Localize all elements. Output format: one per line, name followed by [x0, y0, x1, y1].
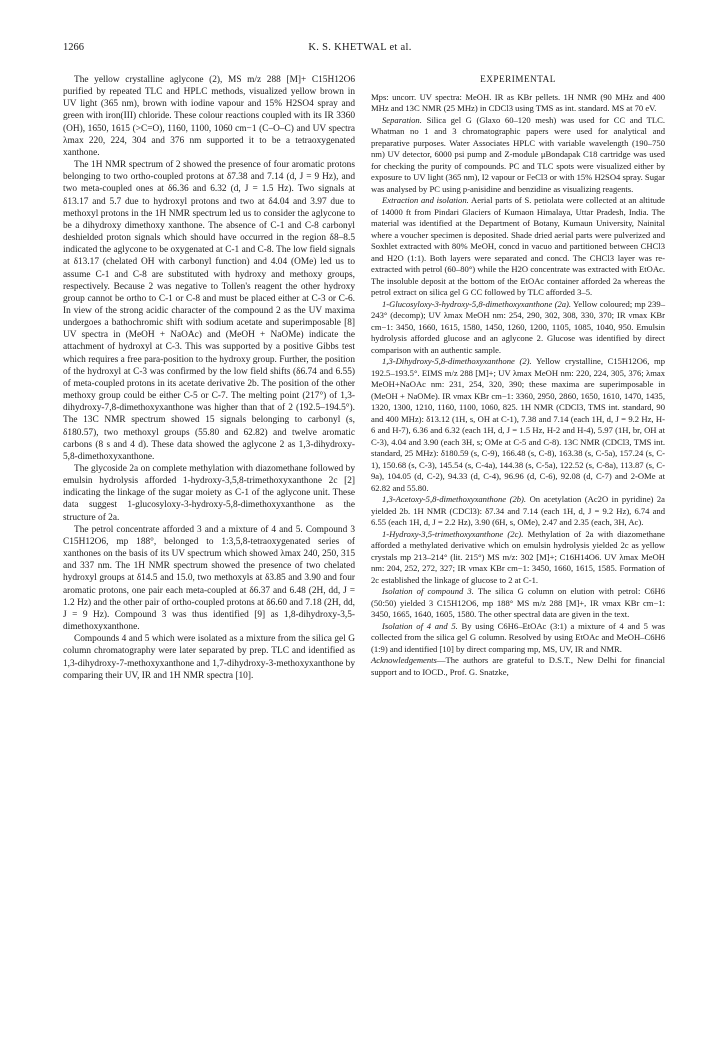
- paragraph-compound-2b: 1,3-Acetoxy-5,8-dimethoxyxanthone (2b). On acetylation (Ac2O in pyridine) 2a yielded 2b. 1H NMR (CDCl3): δ7.34 and 7.14 (each 1H, d, J = 9.2 Hz), 6.74 and 6.55 (each 1H, d, J = 2.2 Hz), 3.90 (6H, s, OMe), 2.47 and 2.35 (each, 3H, Ac).: [371, 494, 665, 527]
- paragraph-compound-3: The petrol concentrate afforded 3 and a mixture of 4 and 5. Compound 3 C15H12O6, mp 188°, belonged to 1:3,5,8-tetraoxygenated series of xanthones on the basis of its UV spectrum which showed λmax 240, 250, 315 and 337 nm. The 1H NMR spectrum showed the presence of two chelated hydroxyl groups at δ14.5 and 15.0, two methoxyls at δ3.85 and 3.90 and four aromatic protons, one pair each meta-coupled at δ6.37 and 6.48 (2H, dd, J = 1.2 Hz) and the other pair of ortho-coupled protons at δ6.60 and 7.18 (2H, dd, J = 9 Hz). Compound 3 was thus identified [9] as 1,8-dihydroxy-3,5-dimethoxyxanthone.: [63, 524, 355, 633]
- paragraph-compound-2c: 1-Hydroxy-3,5-trimethoxyxanthone (2c). Methylation of 2a with diazomethane afforded a methylated derivative which on emulsin hydrolysis yielded 2c as yellow crystals mp 213–214° (lit. 215°) MS m/z: 302 [M]+; C16H14O6. UV λmax MeOH nm: 204, 252, 272, 327; IR νmax KBr cm−1: 3450, 1660, 1615, 1585. Formation of 2c established the linkage of glucose to 2 at C-1.: [371, 528, 665, 585]
- paragraph-acknowledgements: Acknowledgements—The authors are grateful to D.S.T., New Delhi for financial support and to IOCD., Prof. G. Snatzke,: [371, 655, 665, 677]
- paragraph-glycoside: The glycoside 2a on complete methylation with diazomethane followed by emulsin hydrolysis afforded 1-hydroxy-3,5,8-trimethoxyxanthone 2c [2] indicating the linkage of the sugar moiety as C-1 of the aglycone unit. These data suggest 1-glucosyloxy-3-hydroxy-5,8-dimethoxyxanthone as the structure of 2a.: [63, 464, 355, 523]
- paragraph-compounds-4-5: Compounds 4 and 5 which were isolated as a mixture from the silica gel G column chromatography were later separated by prep. TLC and identified as 1,3-dihydroxy-7-methoxyxanthone and 1,7-dihydroxy-3-methoxyxanthone by comparing their UV, IR and 1H NMR spectra [10].: [63, 634, 355, 681]
- page-header: [63, 42, 657, 56]
- paragraph-separation: Separation. Silica gel G (Glaxo 60–120 mesh) was used for CC and TLC. Whatman no 1 and 3 chromatographic papers were used for analytical and preparative purposes. Water Associates HPLC with variable wavelength (190–750 nm) UV detector, 6000 psi pump and Z-module μBondapak C18 cartridge was used for checking the purity of compounds. PC and TLC spots were visualized either by exposure to UV light (365 nm), I2 vapour or FeCl3 or with 15% H2SO4 spray. Sugar was analysed by PC using p-anisidine and benzidine as visualizing reagents.: [371, 114, 665, 194]
- running-title: K. S. KHETWAL et al.: [308, 42, 412, 53]
- right-column: [371, 74, 665, 678]
- paragraph-compound-2: 1,3-Dihydroxy-5,8-dimethoxyxanthone (2). Yellow crystalline, C15H12O6, mp 192.5–193.5°. EIMS m/z 288 [M]+; UV λmax MeOH nm: 220, 224, 305, 376; λmax MeOH+NaOAc nm: 231, 254, 320, 390; these maxima are superimposable in (MeOH + NaOMe). IR νmax KBr cm−1: 3360, 2950, 2860, 1650, 1610, 1470, 1435, 1320, 1300, 1210, 1160, 1100, 1060, 825. 1H NMR (CDCl3, TMS int. standard, 90 and 400 MHz): δ13.12 (1H, s, OH at C-1), 7.38 and 7.14 (each 1H, d, J = 9.2 Hz, H-6 and H-7), 6.36 and 6.32 (each 1H, d, J = 1.5 Hz, H-2 and H-4), 5.97 (1H, br, OH at C-3), 4.04 and 3.90 (each 3H, s; OMe at C-5 and C-8). 13C NMR (CDCl3, TMS int. standard, 25 MHz): δ180.59 (s, C-9), 166.48 (s, C-8), 163.38 (s, C-5a), 157.24 (s, C-1), 150.68 (s, C-3), 145.54 (s, C-4a), 144.38 (s, C-5a), 122.52 (s, C-8a), 113.87 (s, C-9a), 104.05 (d, C-2), 94.33 (d, C-4), 96.96 (d, C-6), 92.08 (d, C-7) and 2-OMe at 62.82 and 55.80.: [371, 356, 665, 493]
- paragraph-compound-2a: 1-Glucosyloxy-3-hydroxy-5,8-dimethoxyxanthone (2a). Yellow coloured; mp 239–243° (decomp); UV λmax MeOH nm: 254, 290, 302, 308, 330, 370; IR νmax KBr cm−1: 3450, 1660, 1615, 1580, 1450, 1260, 1200, 1105, 1085, 1040, 950. Emulsin hydrolysis afforded glucose and an aglycone 2. Glucose was identified by direct comparison with an authentic sample.: [371, 298, 665, 355]
- paragraph-aglycone: The yellow crystalline aglycone (2), MS m/z 288 [M]+ C15H12O6 purified by repeated TLC and HPLC methods, visualized yellow brown in UV light (365 nm), brown with iodine vapour and 15% H2SO4 spray and green with iron(III) chloride. These colour reactions coupled with its IR 3360 (OH), 1650, 1615 (>C=O), 1160, 1100, 1060 cm−1 (C–O–C) and UV spectra λmax 220, 224, 304 and 376 nm supported it to be a tetraoxygenated xanthone.: [63, 75, 355, 158]
- paragraph-nmr-analysis: The 1H NMR spectrum of 2 showed the presence of four aromatic protons belonging to two ortho-coupled protons at δ7.38 and 7.14 (d, J = 9 Hz), and two meta-coupled ones at δ6.36 and 6.32 (d, J = 1.5 Hz). Two signals at δ13.17 and 5.7 due to hydroxyl protons and two at δ4.04 and 3.97 due to methoxyl protons in the 1H NMR spectrum led us to consider the aglycone to be a dihydroxy dimethoxy xanthone. The absence of C-1 and C-8 carbonyl deshielded proton signals which should have occurred in the region δ8–8.5 indicated the aglycone to be oxygenated at C-1 and C-8. The low field signals at δ13.17 (chelated OH with carbonyl function) and 4.04 (OMe) led us to assume C-1 and C-8 are substituted with hydroxy and methoxy groups, respectively. Because 2 was negative to Tollen's reagent the other hydroxy group cannot be ortho to C-1 or C-8 and must be placed either at C-3 or C-6. In view of the strong acidic character of the compound 2 as the UV maxima undergoes a bathochromic shift with sodium acetate and superimposable [8] UV spectra in (MeOH + NaOAc) and (MeOH + NaOMe) indicate the attachment of hydroxyl at C-3. This was supported by a positive Gibbs test which requires a free para-position to the hydroxy group. Further, the position of the hydroxyl at C-3 was confirmed by the low field shifts (δ6.74 and 6.55) of meta-coupled protons in its acetate derivative 2b. The position of the other methoxy group could be either C-5 or C-7. The melting point (217°) of 1,3-dihydroxy-7,8-dimethoxyxanthone was higher than that of 2 (192.5–194.5°). The 13C NMR spectrum showed 15 signals belonging to carbonyl (s, δ180.57), two methoxyl groups (55.80 and 62.82) and twelve aromatic carbons (8 s and 4 d). These data showed the aglycone 2 as 1,3-dihydroxy-5,8-dimethoxyxanthone.: [63, 160, 355, 462]
- left-column: [63, 74, 355, 682]
- paragraph-isolation-4-5: Isolation of 4 and 5. By using C6H6–EtOAc (3:1) a mixture of 4 and 5 was collected from the silica gel G column. Resolved by using EtOAc and MeOH–C6H6 (1:9) and identified [10] by direct comparing mp, MS, UV, IR and NMR.: [371, 620, 665, 654]
- section-title-experimental: EXPERIMENTAL: [480, 74, 556, 84]
- paragraph-general-methods: Mps: uncorr. UV spectra: MeOH. IR as KBr pellets. 1H NMR (90 MHz and 400 MHz and 13C NMR (25 MHz) in CDCl3 using TMS as int. standard. MS at 70 eV.: [371, 91, 665, 113]
- paragraph-extraction: Extraction and isolation. Aerial parts of S. petiolata were collected at an altitude of 14000 ft from Pindari Glaciers of Kumaon Himalaya, Uttar Pradesh, India. The material was identified at the Department of Botany, Kumaun University, Nainital where a voucher specimen is deposited. Shade dried aerial parts were pulverized and Soxhlet extracted with 80% MeOH, concd in vacuo and partitioned between CHCl3 and H2O (1:1). Both layers were separated and concd. The CHCl3 layer was re-extracted with petrol (60–80°) while the H2O concentrate was extracted with EtOAc. The insoluble deposit at the bottom of the EtOAc container afforded 2a whereas the petrol extract on silica gel G CC followed by TLC afforded 3–5.: [371, 195, 665, 297]
- page-number: 1266: [63, 42, 84, 53]
- paragraph-isolation-3: Isolation of compound 3. The silica G column on elution with petrol: C6H6 (50:50) yielded 3 C15H12O6, mp 188° MS m/z 288 [M]+, IR νmax KBr cm−1: 3450, 1665, 1640, 1605, 1580. The other spectral data are given in the text.: [371, 586, 665, 619]
